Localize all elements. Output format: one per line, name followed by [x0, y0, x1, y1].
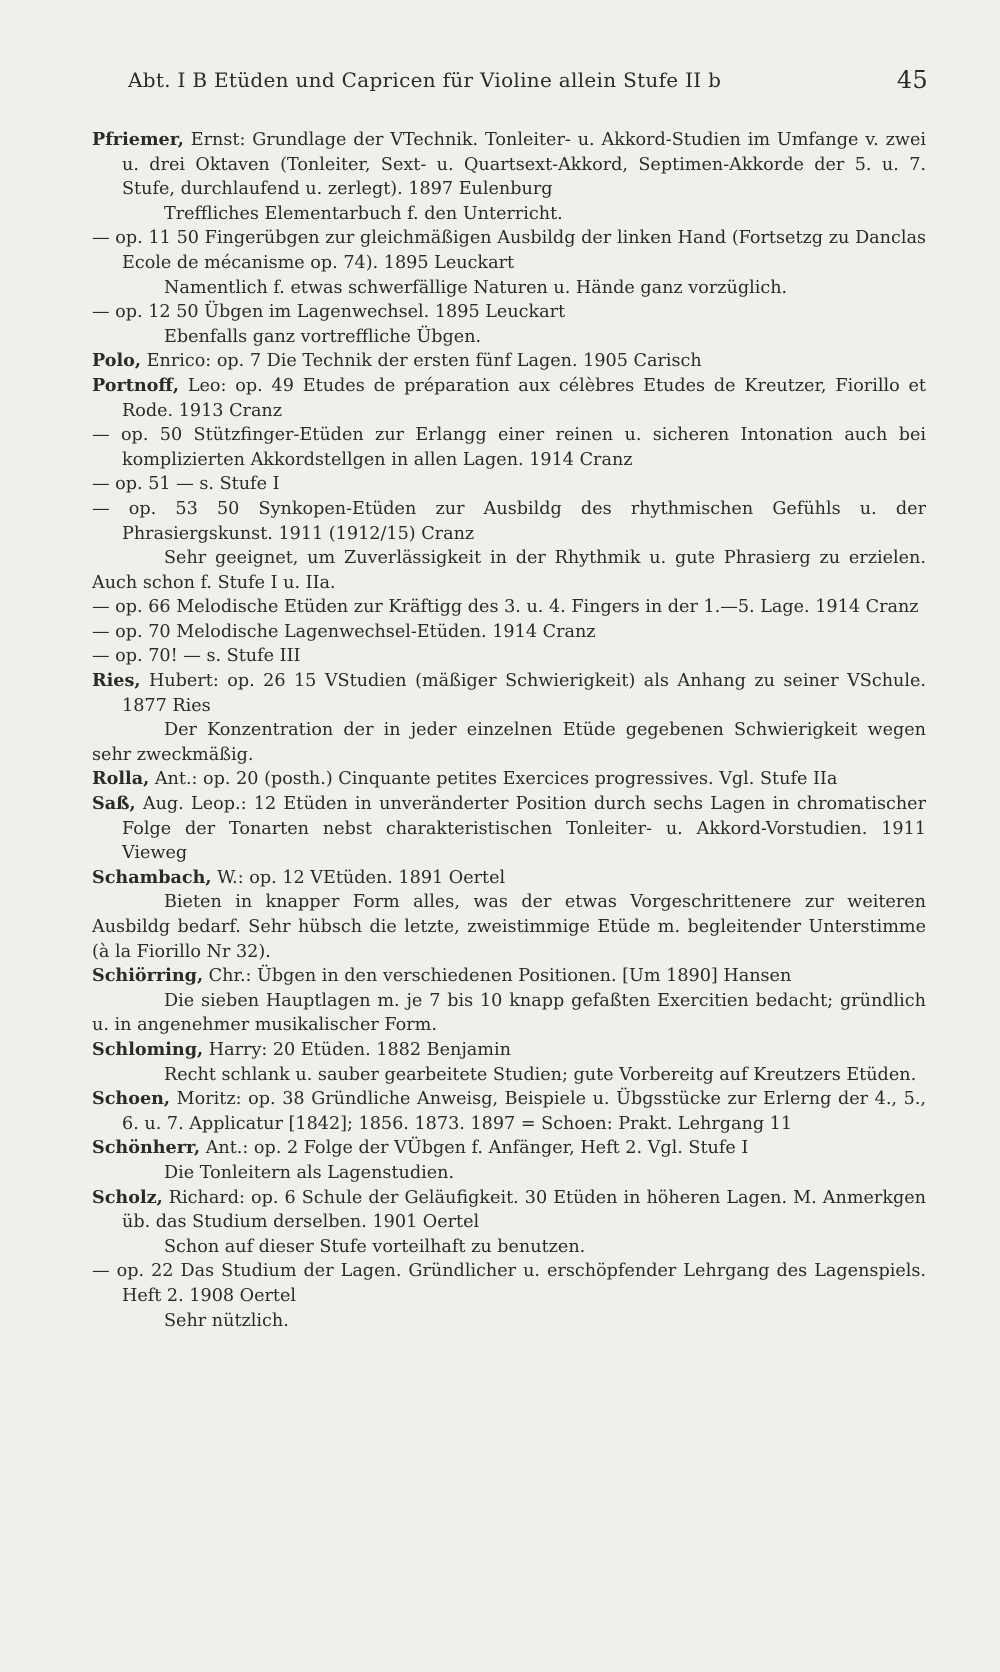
bibliography-entry: [92, 1038, 926, 1063]
entry-text: — op. 70! — s. Stufe III: [92, 646, 301, 667]
running-header: [128, 62, 928, 102]
bibliography-entry: [92, 374, 926, 423]
annotation: Die sieben Hauptlagen m. je 7 bis 10 knapp gefaßten Exercitien bedacht; gründlich u. in angenehmer musikalischer Form.: [92, 990, 926, 1036]
entry-text: — op. 22 Das Studium der Lagen. Gründlicher u. erschöpfender Lehrgang des Lagenspiels. Heft 2. 1908 Oertel: [92, 1261, 926, 1306]
entry-text: Leo: op. 49 Etudes de préparation aux célèbres Etudes de Kreutzer, Fiorillo et Rode. 1913 Cranz: [122, 375, 926, 421]
bibliography-entry: [92, 226, 926, 275]
composer-name: Schiörring,: [92, 965, 204, 987]
entry-text: Ant.: op. 2 Folge der VÜbgen f. Anfänger, Heft 2. Vgl. Stufe I: [200, 1138, 749, 1159]
bibliography-entry: [92, 964, 926, 989]
annotation: Die Tonleitern als Lagenstudien.: [164, 1162, 455, 1183]
entry-text: Aug. Leop.: 12 Etüden in unveränderter Position durch sechs Lagen in chromatischer Folge der Tonarten nebst charakteristischen Tonleiter- u. Akkord-Vorstudien. 1911 Vieweg: [122, 794, 926, 864]
composer-name: Polo,: [92, 350, 142, 372]
entry-text: Moritz: op. 38 Gründliche Anweisg, Beispiele u. Übgsstücke zur Erlerng der 4., 5., 6. u. 7. Applicatur [1842]; 1856. 1873. 1897 = Schoen: Prakt. Lehrgang 11: [122, 1089, 926, 1134]
bibliography-entry: [92, 767, 926, 792]
header-title: Abt. I B Etüden und Capricen für Violine allein Stufe II b: [128, 68, 722, 92]
annotation: Schon auf dieser Stufe vorteilhaft zu benutzen.: [164, 1236, 586, 1257]
entry-text: — op. 53 50 Synkopen-Etüden zur Ausbildg des rhythmischen Gefühls u. der Phrasiergskunst. 1911 (1912/15) Cranz: [92, 498, 926, 544]
bibliography-entry: [92, 1136, 926, 1161]
bibliography-entry: [92, 1259, 926, 1308]
annotation: Bieten in knapper Form alles, was der etwas Vorgeschrittenere zur weiteren Ausbildg bedarf. Sehr hübsch die letzte, zweistimmige Etüde m. begleitender Unterstimme (à la Fiorillo Nr 32).: [92, 892, 926, 962]
composer-name: Pfriemer,: [92, 129, 184, 150]
composer-name: Saß,: [92, 793, 136, 815]
page-number: 45: [896, 66, 928, 94]
composer-name: Schloming,: [92, 1038, 204, 1060]
bibliography-entry: [92, 1087, 926, 1136]
bibliography-entry: [92, 792, 926, 866]
bibliography-entry: [92, 497, 926, 546]
annotation: Ebenfalls ganz vortreffliche Übgen.: [164, 326, 482, 347]
annotation: Recht schlank u. sauber gearbeitete Studien; gute Vorbereitg auf Kreutzers Etüden.: [164, 1064, 917, 1085]
bibliography-entry: [92, 866, 926, 891]
bibliography-entry: [92, 472, 926, 497]
entry-text: — op. 11 50 Fingerübgen zur gleichmäßigen Ausbildg der linken Hand (Fortsetzg zu Danclas Ecole de mécanisme op. 74). 1895 Leuckart: [92, 228, 926, 273]
annotation: Sehr geeignet, um Zuverlässigkeit in der Rhythmik u. gute Phrasierg zu erzielen. Auch schon f. Stufe I u. IIa.: [92, 548, 926, 593]
entry-text: — op. 66 Melodische Etüden zur Kräftigg des 3. u. 4. Fingers in der 1.—5. Lage. 1914 Cranz: [92, 597, 919, 618]
annotation: Der Konzentration der in jeder einzelnen Etüde gegebenen Schwierigkeit wegen sehr zweckmäßig.: [92, 720, 926, 765]
bibliography-entry: [92, 620, 926, 645]
entry-text: — op. 12 50 Übgen im Lagenwechsel. 1895 Leuckart: [92, 302, 566, 323]
bibliography-entry: [92, 1186, 926, 1235]
entry-text: Ernst: Grundlage der VTechnik. Tonleiter- u. Akkord-Studien im Umfange v. zwei u. drei Oktaven (Tonleiter, Sext- u. Quartsext-Akkord, Septimen-Akkorde der 5. u. 7. Stufe, durchlaufend u. zerlegt). 1897 Eulenburg: [122, 130, 926, 200]
entry-text: Chr.: Übgen in den verschiedenen Positionen. [Um 1890] Hansen: [203, 966, 792, 987]
entry-text: — op. 70 Melodische Lagenwechsel-Etüden. 1914 Cranz: [92, 621, 596, 642]
bibliography-entry: [92, 128, 926, 202]
composer-name: Rolla,: [92, 768, 150, 790]
annotation: Namentlich f. etwas schwerfällige Naturen u. Hände ganz vorzüglich.: [164, 277, 788, 298]
bibliography-entry: [92, 669, 926, 718]
bibliography-text: [92, 128, 926, 1333]
annotation: Sehr nützlich.: [164, 1310, 289, 1331]
composer-name: Scholz,: [92, 1186, 163, 1208]
entry-text: — op. 51 — s. Stufe I: [92, 474, 280, 495]
composer-name: Portnoff,: [92, 374, 179, 396]
entry-text: Enrico: op. 7 Die Technik der ersten fünf Lagen. 1905 Carisch: [141, 351, 702, 372]
bibliography-entry: [92, 349, 926, 374]
entry-text: Ant.: op. 20 (posth.) Cinquante petites Exercices progressives. Vgl. Stufe IIa: [149, 769, 838, 790]
entry-text: — op. 50 Stützfinger-Etüden zur Erlangg einer reinen u. sicheren Intonation auch bei komplizierten Akkordstellgen in allen Lagen. 1914 Cranz: [92, 425, 926, 470]
composer-name: Schoen,: [92, 1088, 171, 1110]
entry-text: Hubert: op. 26 15 VStudien (mäßiger Schwierigkeit) als Anhang zu seiner VSchule. 1877 Ries: [122, 671, 926, 716]
bibliography-entry: [92, 423, 926, 472]
composer-name: Schönherr,: [92, 1137, 201, 1159]
bibliography-entry: [92, 644, 926, 669]
bibliography-entry: [92, 595, 926, 620]
entry-text: W.: op. 12 VEtüden. 1891 Oertel: [211, 867, 506, 888]
composer-name: Ries,: [92, 670, 141, 692]
composer-name: Schambach,: [92, 866, 212, 888]
annotation: Treffliches Elementarbuch f. den Unterricht.: [164, 203, 563, 224]
bibliography-entry: [92, 300, 926, 325]
entry-text: Harry: 20 Etüden. 1882 Benjamin: [203, 1039, 511, 1060]
entry-text: Richard: op. 6 Schule der Geläufigkeit. 30 Etüden in höheren Lagen. M. Anmerkgen üb. das Studium derselben. 1901 Oertel: [122, 1187, 926, 1233]
